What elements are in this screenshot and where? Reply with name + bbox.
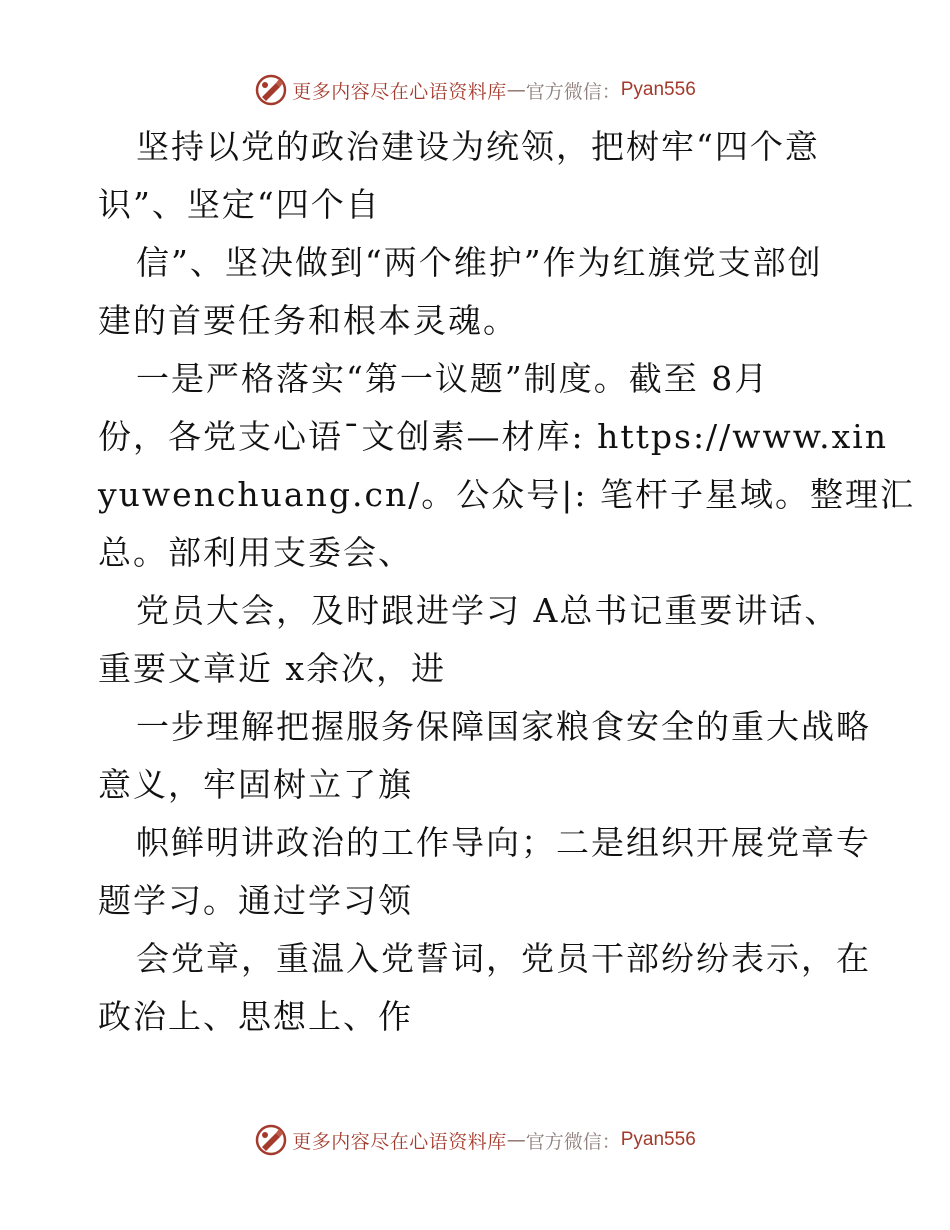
body-line: 份，各党支心语¯文创素—材库: https://www.xin (98, 417, 889, 456)
body-line: 识”、坚定“四个自 (98, 185, 381, 224)
brand-logo-icon (254, 73, 288, 107)
body-line: 信”、坚决做到“两个维护”作为红旗党支部创 (136, 243, 823, 282)
body-line: yuwenchuang.cn/。公众号|: 笔杆子星域。整理汇 (98, 475, 916, 514)
header-site-text: 更多内容尽在心语资料库 (292, 80, 507, 103)
body-line: 重要文章近 x余次，进 (98, 649, 447, 688)
body-line: 帜鲜明讲政治的工作导向；二是组织开展党章专 (136, 823, 871, 862)
header-separator: — (506, 79, 526, 101)
body-line: 题学习。通过学习领 (98, 881, 413, 920)
body-line: 党员大会，及时跟进学习 A总书记重要讲话、 (136, 591, 840, 630)
body-line: 坚持以党的政治建设为统领，把树牢“四个意 (136, 127, 820, 166)
header-wechat-id: Pyan556 (620, 79, 696, 100)
footer-wechat-id: Pyan556 (620, 1129, 696, 1150)
footer-separator: — (506, 1129, 526, 1151)
body-line: 一是严格落实“第一议题”制度。截至 8月 (136, 359, 770, 398)
body-line: 政治上、思想上、作 (98, 997, 413, 1036)
footer-banner (0, 1120, 950, 1160)
body-line: 意义，牢固树立了旗 (98, 765, 413, 804)
body-line: 一步理解把握服务保障国家粮食安全的重大战略 (136, 707, 871, 746)
body-line: 总。部利用支委会、 (98, 533, 413, 572)
header-banner (0, 70, 950, 110)
footer-site-text: 更多内容尽在心语资料库 (292, 1130, 507, 1153)
body-line: 建的首要任务和根本灵魂。 (98, 301, 518, 340)
header-wechat-label: 官方微信： (525, 80, 621, 103)
footer-wechat-label: 官方微信： (525, 1130, 621, 1153)
document-body (98, 118, 916, 1046)
brand-logo-icon (254, 1123, 288, 1157)
body-line: 会党章，重温入党誓词，党员干部纷纷表示，在 (136, 939, 871, 978)
